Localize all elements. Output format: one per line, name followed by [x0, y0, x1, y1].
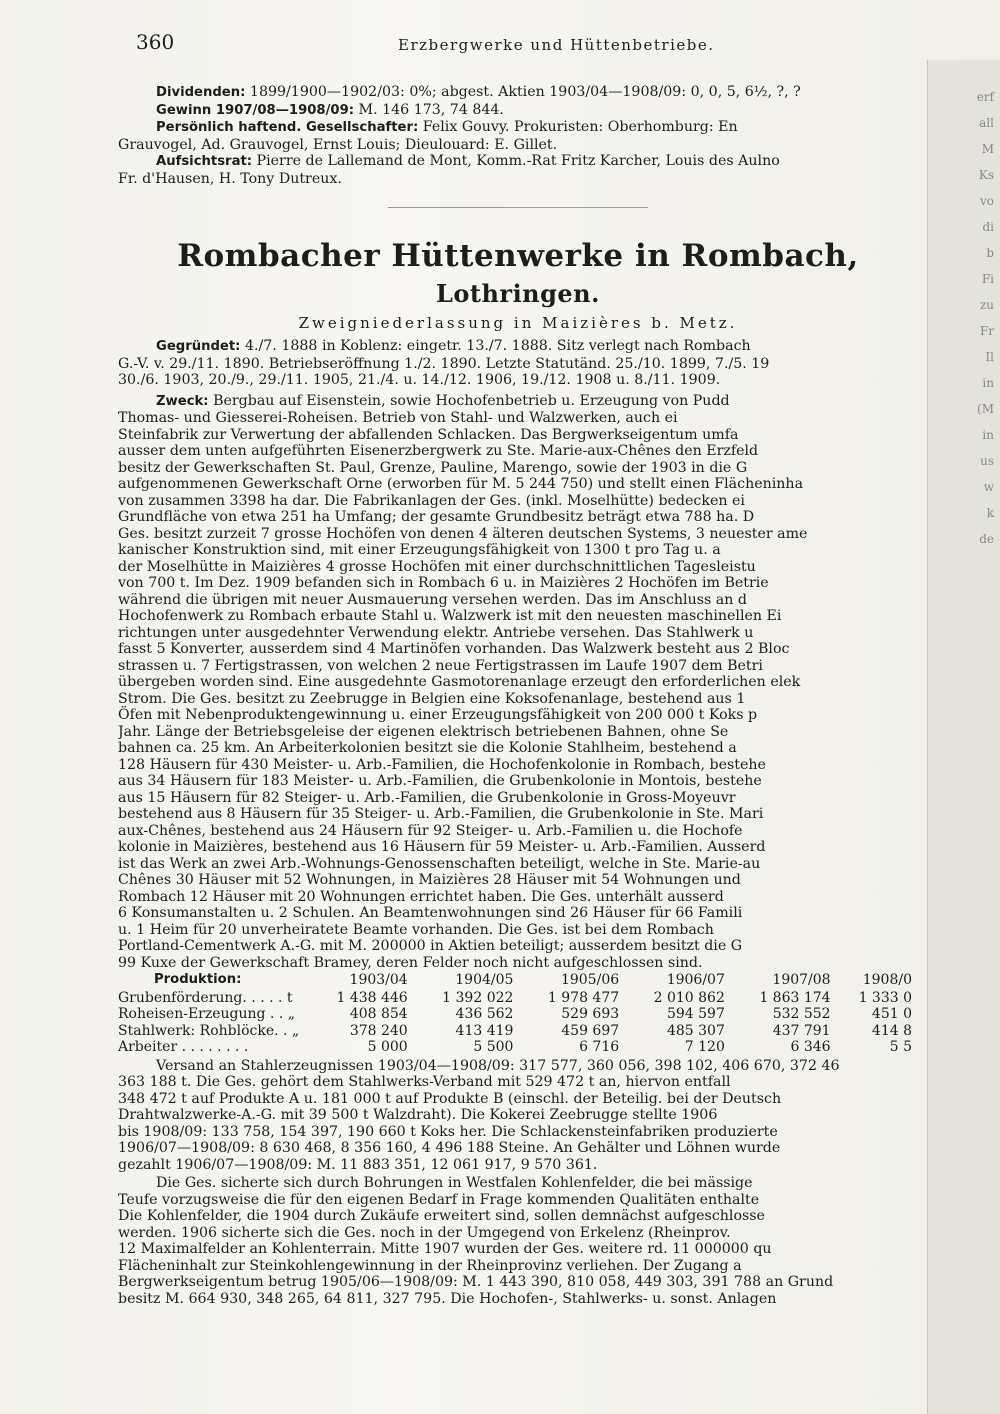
field-text: bahnen ca. 25 km. An Arbeiterkolonien besitzt sie die Kolonie Stahlheim, bestehend a — [118, 740, 737, 756]
field-text: Hochofenwerk zu Rombach erbaute Stahl u. Walzwerk ist mit den neuesten maschinellen Ei — [118, 608, 782, 624]
field-text: Chênes 30 Häuser mit 52 Wohnungen, in Maizières 28 Häuser mit 54 Wohnungen und — [118, 872, 741, 888]
text-line — [118, 1258, 918, 1275]
field-text: von 700 t. Im Dez. 1909 befanden sich in Rombach 6 u. in Maizières 2 Hochöfen im Betrie — [118, 575, 769, 591]
field-text: gezahlt 1906/07—1908/09: M. 11 883 351, 12 061 917, 9 570 361. — [118, 1156, 598, 1173]
edge-fragment: de — [979, 532, 994, 546]
edge-fragment: k — [986, 506, 994, 520]
section-divider — [388, 207, 648, 208]
text-line — [118, 338, 918, 356]
field-text: 99 Kuxe der Gewerkschaft Bramey, deren Felder noch nicht aufgeschlossen sind. — [118, 954, 703, 971]
table-cell: 7 120 — [684, 1039, 725, 1055]
company-location: Lothringen. — [436, 279, 600, 308]
text-line — [118, 1157, 918, 1174]
edge-fragment: zu — [979, 298, 994, 312]
field-text: Versand an Stahlerzeugnissen 1903/04—1908/09: 317 577, 360 056, 398 102, 406 670, 372 46 — [156, 1057, 840, 1074]
text-line — [118, 460, 918, 477]
table-cell: 459 697 — [561, 1022, 620, 1039]
text-line — [118, 102, 918, 120]
field-text: Grundfläche von etwa 251 ha Umfang; der gesamte Grundbesitz beträgt etwa 788 ha. D — [118, 509, 755, 525]
page-content — [118, 24, 918, 1307]
field-text: Felix Gouvy. Prokuristen: Oberhomburg: En — [418, 119, 738, 135]
field-text: besitz M. 664 930, 348 265, 64 811, 327 795. Die Hochofen-, Stahlwerks- u. sonst. Anlagen — [118, 1290, 777, 1307]
field-label: Persönlich haftend. Gesellschafter: — [156, 120, 419, 135]
field-text: Thomas- und Giesserei-Roheisen. Betrieb von Stahl- und Walzwerken, auch ei — [118, 410, 678, 426]
field-text: 12 Maximalfelder an Kohlenterrain. Mitte 1907 wurden der Ges. weitere rd. 11 000000 qu — [118, 1241, 772, 1257]
text-line — [118, 1192, 918, 1209]
field-text: aufgenommenen Gewerkschaft Orne (erworben für M. 5 244 750) und stellt einen Flächeninha — [118, 476, 804, 492]
text-line — [118, 493, 918, 510]
table-cell: 1 333 0 — [858, 989, 912, 1006]
field-text: 1906/07—1908/09: 8 630 468, 8 356 160, 4 496 188 Steine. An Gehälter und Löhnen wurde — [118, 1140, 781, 1156]
table-row — [118, 990, 918, 1007]
table-cell: 6 716 — [579, 1039, 620, 1055]
purpose-paragraph — [118, 393, 918, 972]
production-table — [118, 971, 918, 1056]
text-line — [118, 356, 918, 373]
adjacent-page-edge — [927, 60, 1000, 1414]
text-line — [118, 1208, 918, 1225]
field-text: 348 472 t auf Produkte A u. 181 000 t auf Produkte B (einschl. der Beteilig. bei der Deutsch — [118, 1090, 782, 1107]
field-text: u. 1 Heim für 20 unverheiratete Beamte vorhanden. Die Ges. ist bei dem Rombach — [118, 921, 714, 938]
field-text: Portland-Cementwerk A.-G. mit M. 200000 in Aktien beteiligt; ausserdem besitzt die G — [118, 938, 743, 954]
text-line — [118, 905, 918, 922]
field-label: Dividenden: — [156, 85, 246, 100]
row-label: Stahlwerk: Rohblöcke. . „ — [118, 1022, 300, 1039]
text-line — [118, 856, 918, 873]
field-text: übergeben worden sind. Eine ausgedehnte Gasmotorenanlage erzeugt den erforderlichen elek — [118, 674, 801, 690]
table-cell: 5 000 — [367, 1039, 408, 1055]
table-cell: 1 438 446 — [336, 989, 408, 1006]
field-text: ist das Werk an zwei Arb.-Wohnungs-Genossenschaften beteiligt, welche in Ste. Marie-au — [118, 855, 761, 872]
company-heading — [118, 238, 918, 312]
text-line — [118, 823, 918, 840]
previous-entry — [118, 84, 918, 187]
table-cell: 414 8 — [871, 1022, 912, 1039]
text-line — [118, 1058, 918, 1075]
table-row — [118, 1006, 918, 1023]
table-cell: 529 693 — [561, 1006, 620, 1022]
field-text: aux-Chênes, bestehend aus 24 Häusern für 92 Steiger- u. Arb.-Familien u. die Hochofe — [118, 822, 743, 839]
field-text: 30./6. 1903, 20./9., 29./11. 1905, 21./4. u. 14./12. 1906, 19./12. 1908 u. 8./11. 1909. — [118, 372, 721, 388]
text-line — [118, 806, 918, 823]
text-line — [118, 171, 918, 188]
table-cell: 485 307 — [666, 1022, 725, 1039]
text-line — [118, 1124, 918, 1141]
edge-fragment: Ks — [978, 168, 994, 182]
text-line — [118, 625, 918, 642]
field-text: Rombach 12 Häuser mit 20 Wohnungen errichtet haben. Die Ges. unterhält ausserd — [118, 888, 724, 905]
field-text: 1899/1900—1902/03: 0%; abgest. Aktien 1903/04—1908/09: 0, 0, 5, 6½, ?, ? — [245, 84, 801, 100]
text-line — [118, 410, 918, 427]
field-label: Gewinn 1907/08—1908/09: — [156, 102, 355, 118]
text-line — [118, 393, 918, 411]
text-line — [118, 1241, 918, 1258]
text-line — [118, 922, 918, 939]
field-text: besitz der Gewerkschaften St. Paul, Grenze, Pauline, Marengo, sowie der 1903 in die G — [118, 459, 748, 476]
field-text: strassen u. 7 Fertigstrassen, von welchen 2 neue Fertigstrassen im Laufe 1907 dem Betri — [118, 657, 763, 674]
text-line — [118, 1074, 918, 1091]
column-header: 1907/08 — [772, 972, 831, 988]
table-cell: 5 500 — [473, 1039, 514, 1055]
edge-fragment: M — [981, 142, 994, 156]
text-line — [118, 1175, 918, 1192]
text-line — [118, 84, 918, 102]
company-name: Rombacher Hüttenwerke in Rombach, — [177, 238, 859, 274]
field-text: der Moselhütte in Maizières 4 grosse Hochöfen mit einer durchschnittlichen Tagesleistu — [118, 558, 756, 575]
field-text: Fr. d'Hausen, H. Tony Dutreux. — [118, 170, 342, 187]
page-number: 360 — [136, 30, 175, 54]
table-cell: 594 597 — [666, 1006, 725, 1022]
text-line — [118, 592, 918, 609]
text-line — [118, 955, 918, 972]
edge-fragment: w — [983, 480, 994, 494]
field-text: 6 Konsumanstalten u. 2 Schulen. An Beamtenwohnungen sind 26 Häuser für 66 Famili — [118, 905, 743, 921]
text-line — [118, 938, 918, 955]
text-line — [118, 476, 918, 493]
field-text: Jahr. Länge der Betriebsgeleise der eigenen elektrisch betriebenen Bahnen, ohne Se — [118, 723, 729, 740]
field-text: Öfen mit Nebenproduktengewinnung u. einer Erzeugungsfähigkeit von 200 000 t Koks p — [118, 707, 758, 723]
text-line — [118, 443, 918, 460]
edge-fragment: in — [982, 376, 994, 390]
field-label: Gegründet: — [156, 339, 241, 354]
text-line — [118, 839, 918, 856]
edge-fragment: all — [979, 116, 994, 130]
field-text: 363 188 t. Die Ges. gehört dem Stahlwerks-Verband mit 529 472 t an, hiervon entfall — [118, 1074, 731, 1090]
field-text: Teufe vorzugsweise die für den eigenen Bedarf in Frage kommenden Qualitäten enthalte — [118, 1191, 760, 1208]
column-header: 1906/07 — [666, 972, 725, 988]
field-text: Pierre de Lallemand de Mont, Komm.-Rat Fritz Karcher, Louis des Aulno — [252, 153, 780, 169]
text-line — [118, 1107, 918, 1124]
field-text: Ges. besitzt zurzeit 7 grosse Hochöfen von denen 4 älteren deutschen Systems, 3 neuester ame — [118, 525, 808, 542]
field-text: kolonie in Maizières, bestehend aus 16 Häusern für 59 Meister- u. Arb.-Familien. Ausserd — [118, 839, 766, 855]
running-header — [118, 24, 918, 60]
text-line — [118, 674, 918, 691]
field-text: von zusammen 3398 ha dar. Die Fabrikanlagen der Ges. (inkl. Moselhütte) bedecken ei — [118, 492, 745, 509]
field-text: bis 1908/09: 133 758, 154 397, 190 660 t Koks her. Die Schlackensteinfabriken produzierte — [118, 1123, 778, 1140]
field-label: Zweck: — [156, 393, 209, 409]
text-line — [118, 1140, 918, 1157]
table-cell: 6 346 — [790, 1039, 831, 1055]
text-line — [118, 641, 918, 658]
text-line — [118, 608, 918, 625]
text-line — [118, 757, 918, 774]
row-label: Grubenförderung. . . . . t — [118, 989, 293, 1006]
text-line — [118, 740, 918, 757]
field-text: Die Ges. sicherte sich durch Bohrungen in Westfalen Kohlenfelder, die bei mässige — [156, 1175, 753, 1191]
edge-fragment: erf — [976, 90, 994, 104]
text-line — [118, 119, 918, 137]
column-header: 1903/04 — [349, 972, 408, 988]
field-text: Drahtwalzwerke-A.-G. mit 39 500 t Walzdraht). Die Kokerei Zeebrugge stellte 1906 — [118, 1107, 718, 1123]
table-cell: 451 0 — [871, 1006, 912, 1022]
column-header: 1904/05 — [455, 972, 514, 988]
field-text: fasst 5 Konverter, ausserdem sind 4 Martinöfen vorhanden. Das Walzwerk besteht aus 2 Bloc — [118, 641, 790, 657]
table-cell: 1 978 477 — [547, 989, 620, 1006]
row-label: Roheisen-Erzeugung . . „ — [118, 1006, 296, 1022]
edge-fragment: (M — [977, 402, 994, 416]
field-text: Bergwerkseigentum betrug 1905/06—1908/09: M. 1 443 390, 810 058, 449 303, 391 788 an Grund — [118, 1274, 834, 1290]
text-line — [118, 137, 918, 154]
running-title: Erzbergwerke und Hüttenbetriebe. — [398, 36, 715, 54]
table-cell: 436 562 — [455, 1006, 514, 1022]
text-line — [118, 559, 918, 576]
edge-fragment: Fr — [979, 324, 994, 338]
text-line — [118, 889, 918, 906]
text-line — [118, 1091, 918, 1108]
table-row — [118, 1039, 918, 1056]
edge-fragment: in — [982, 428, 994, 442]
field-text: M. 146 173, 74 844. — [354, 101, 504, 118]
text-line — [118, 526, 918, 543]
edge-fragment: vo — [979, 194, 994, 208]
text-line — [118, 542, 918, 559]
field-text: 4./7. 1888 in Koblenz: eingetr. 13./7. 1888. Sitz verlegt nach Rombach — [240, 338, 751, 354]
text-line — [118, 427, 918, 444]
field-text: G.-V. v. 29./11. 1890. Betriebseröffnung 1./2. 1890. Letzte Statutänd. 25./10. 1899, 7./5. 19 — [118, 355, 770, 372]
text-line — [118, 658, 918, 675]
text-line — [118, 773, 918, 790]
field-text: richtungen unter ausgedehnter Verwendung elektr. Antriebe versehen. Das Stahlwerk u — [118, 624, 754, 641]
text-line — [118, 872, 918, 889]
text-line — [118, 707, 918, 724]
field-text: Strom. Die Ges. besitzt zu Zeebrugge in Belgien eine Koksofenanlage, bestehend aus 1 — [118, 690, 746, 707]
text-line — [118, 509, 918, 526]
field-text: ausser dem unten aufgeführten Eisenerzbergwerk zu Ste. Marie-aux-Chênes den Erzfeld — [118, 443, 759, 459]
table-cell: 532 552 — [772, 1006, 831, 1022]
table-cell: 1 392 022 — [442, 989, 514, 1006]
edge-fragment: di — [982, 220, 994, 234]
column-header: 1908/0 — [862, 972, 912, 988]
table-row — [118, 1023, 918, 1040]
edge-fragment: Fi — [981, 272, 994, 286]
field-text: 128 Häusern für 430 Meister- u. Arb.-Familien, die Hochofenkolonie in Rombach, bestehe — [118, 756, 766, 773]
field-text: werden. 1906 sicherte sich die Ges. noch in der Umgegend von Erkelenz (Rheinprov. — [118, 1224, 731, 1241]
table-cell: 378 240 — [349, 1022, 408, 1039]
field-text: während die übrigen mit neuer Ausmauerung versehen werden. Das im Anschluss an d — [118, 591, 747, 608]
text-line — [118, 153, 918, 171]
edge-fragment: Il — [985, 350, 994, 364]
column-header: 1905/06 — [560, 972, 620, 988]
table-cell: 413 419 — [455, 1022, 514, 1039]
text-line — [118, 1225, 918, 1242]
field-text: bestehend aus 8 Häusern für 35 Steiger- u. Arb.-Familien, die Grubenkolonie in Ste. Mari — [118, 806, 764, 822]
text-line — [118, 691, 918, 708]
field-label: Aufsichtsrat: — [156, 154, 253, 169]
field-text: Grauvogel, Ad. Grauvogel, Ernst Louis; Dieulouard: E. Gillet. — [118, 136, 558, 153]
branch-line: Zweigniederlassung in Maizières b. Metz. — [298, 314, 738, 332]
field-text: aus 15 Häusern für 82 Steiger- u. Arb.-Familien, die Grubenkolonie in Gross-Moyeuvr — [118, 789, 736, 806]
text-line — [118, 724, 918, 741]
text-line — [118, 790, 918, 807]
edge-fragment: us — [980, 454, 994, 468]
field-text: aus 34 Häusern für 183 Meister- u. Arb.-Familien, die Grubenkolonie in Montois, bestehe — [118, 773, 762, 789]
text-line — [118, 575, 918, 592]
table-cell: 2 010 862 — [653, 989, 725, 1006]
coal-fields-paragraph — [118, 1175, 918, 1307]
text-line — [118, 372, 918, 389]
field-text: Steinfabrik zur Verwertung der abfallenden Schlacken. Das Bergwerkseigentum umfa — [118, 426, 739, 443]
table-cell: 408 854 — [349, 1006, 408, 1022]
table-cell: 437 791 — [772, 1022, 831, 1039]
table-header-row — [118, 971, 918, 990]
field-text: Die Kohlenfelder, die 1904 durch Zukäufe erweitert sind, sollen demnächst aufgeschlosse — [118, 1208, 765, 1224]
edge-fragment: b — [986, 246, 994, 260]
text-line — [118, 1274, 918, 1291]
table-cell: 1 863 174 — [759, 989, 831, 1006]
founded-paragraph — [118, 338, 918, 389]
text-line — [118, 1291, 918, 1308]
field-text: Bergbau auf Eisenstein, sowie Hochofenbetrieb u. Erzeugung von Pudd — [208, 392, 730, 409]
field-text: Flächeninhalt zur Steinkohlengewinnung in der Rheinprovinz verliehen. Der Zugang a — [118, 1257, 742, 1274]
field-text: kanischer Konstruktion sind, mit einer Erzeugungsfähigkeit von 1300 t pro Tag u. a — [118, 542, 721, 558]
table-cell: 5 5 — [889, 1039, 912, 1055]
production-label: Produktion: — [154, 972, 242, 987]
row-label: Arbeiter . . . . . . . . — [118, 1039, 249, 1055]
shipments-paragraph — [118, 1058, 918, 1174]
